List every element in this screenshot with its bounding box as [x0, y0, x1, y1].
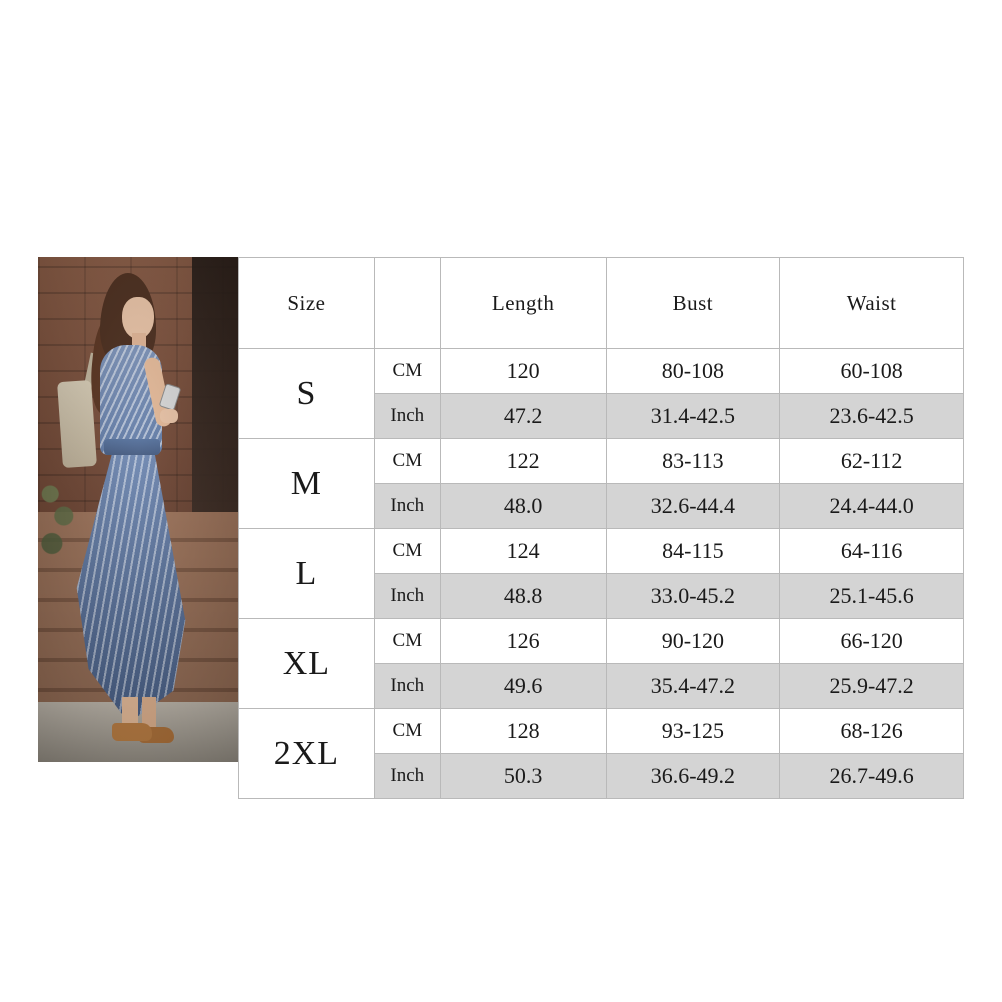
measurements-table [238, 257, 964, 799]
waist-inch-l: 25.1-45.6 [780, 574, 964, 619]
size-label-l: L [239, 529, 375, 619]
length-inch-2xl: 50.3 [440, 754, 606, 799]
table-row [239, 529, 964, 574]
waist-inch-2xl: 26.7-49.6 [780, 754, 964, 799]
size-label-m: M [239, 439, 375, 529]
bust-inch-xl: 35.4-47.2 [606, 664, 780, 709]
bust-cm-s: 80-108 [606, 349, 780, 394]
bust-inch-s: 31.4-42.5 [606, 394, 780, 439]
column-header-length: Length [440, 258, 606, 349]
length-cm-m: 122 [440, 439, 606, 484]
unit-cm: CM [374, 349, 440, 394]
column-header-size: Size [239, 258, 375, 349]
length-cm-2xl: 128 [440, 709, 606, 754]
table-header-row [239, 258, 964, 349]
waist-cm-2xl: 68-126 [780, 709, 964, 754]
bust-cm-m: 83-113 [606, 439, 780, 484]
waist-cm-m: 62-112 [780, 439, 964, 484]
waist-inch-m: 24.4-44.0 [780, 484, 964, 529]
column-header-bust: Bust [606, 258, 780, 349]
waist-cm-l: 64-116 [780, 529, 964, 574]
table-row [239, 349, 964, 394]
length-cm-xl: 126 [440, 619, 606, 664]
column-header-waist: Waist [780, 258, 964, 349]
model-photo [38, 257, 238, 762]
size-chart-block [38, 257, 964, 788]
length-inch-xl: 49.6 [440, 664, 606, 709]
unit-cm: CM [374, 619, 440, 664]
bust-cm-l: 84-115 [606, 529, 780, 574]
bust-cm-xl: 90-120 [606, 619, 780, 664]
unit-cm: CM [374, 529, 440, 574]
length-cm-s: 120 [440, 349, 606, 394]
column-header-unit [374, 258, 440, 349]
bust-inch-2xl: 36.6-49.2 [606, 754, 780, 799]
length-inch-l: 48.8 [440, 574, 606, 619]
length-inch-m: 48.0 [440, 484, 606, 529]
size-label-2xl: 2XL [239, 709, 375, 799]
bust-cm-2xl: 93-125 [606, 709, 780, 754]
table-row [239, 619, 964, 664]
table-row [239, 439, 964, 484]
unit-inch: Inch [374, 754, 440, 799]
waist-cm-xl: 66-120 [780, 619, 964, 664]
unit-cm: CM [374, 709, 440, 754]
photo-vignette [38, 257, 238, 762]
size-label-s: S [239, 349, 375, 439]
waist-cm-s: 60-108 [780, 349, 964, 394]
bust-inch-l: 33.0-45.2 [606, 574, 780, 619]
length-cm-l: 124 [440, 529, 606, 574]
unit-inch: Inch [374, 664, 440, 709]
table-row [239, 709, 964, 754]
waist-inch-xl: 25.9-47.2 [780, 664, 964, 709]
unit-inch: Inch [374, 484, 440, 529]
bust-inch-m: 32.6-44.4 [606, 484, 780, 529]
unit-inch: Inch [374, 394, 440, 439]
unit-cm: CM [374, 439, 440, 484]
length-inch-s: 47.2 [440, 394, 606, 439]
size-label-xl: XL [239, 619, 375, 709]
unit-inch: Inch [374, 574, 440, 619]
waist-inch-s: 23.6-42.5 [780, 394, 964, 439]
